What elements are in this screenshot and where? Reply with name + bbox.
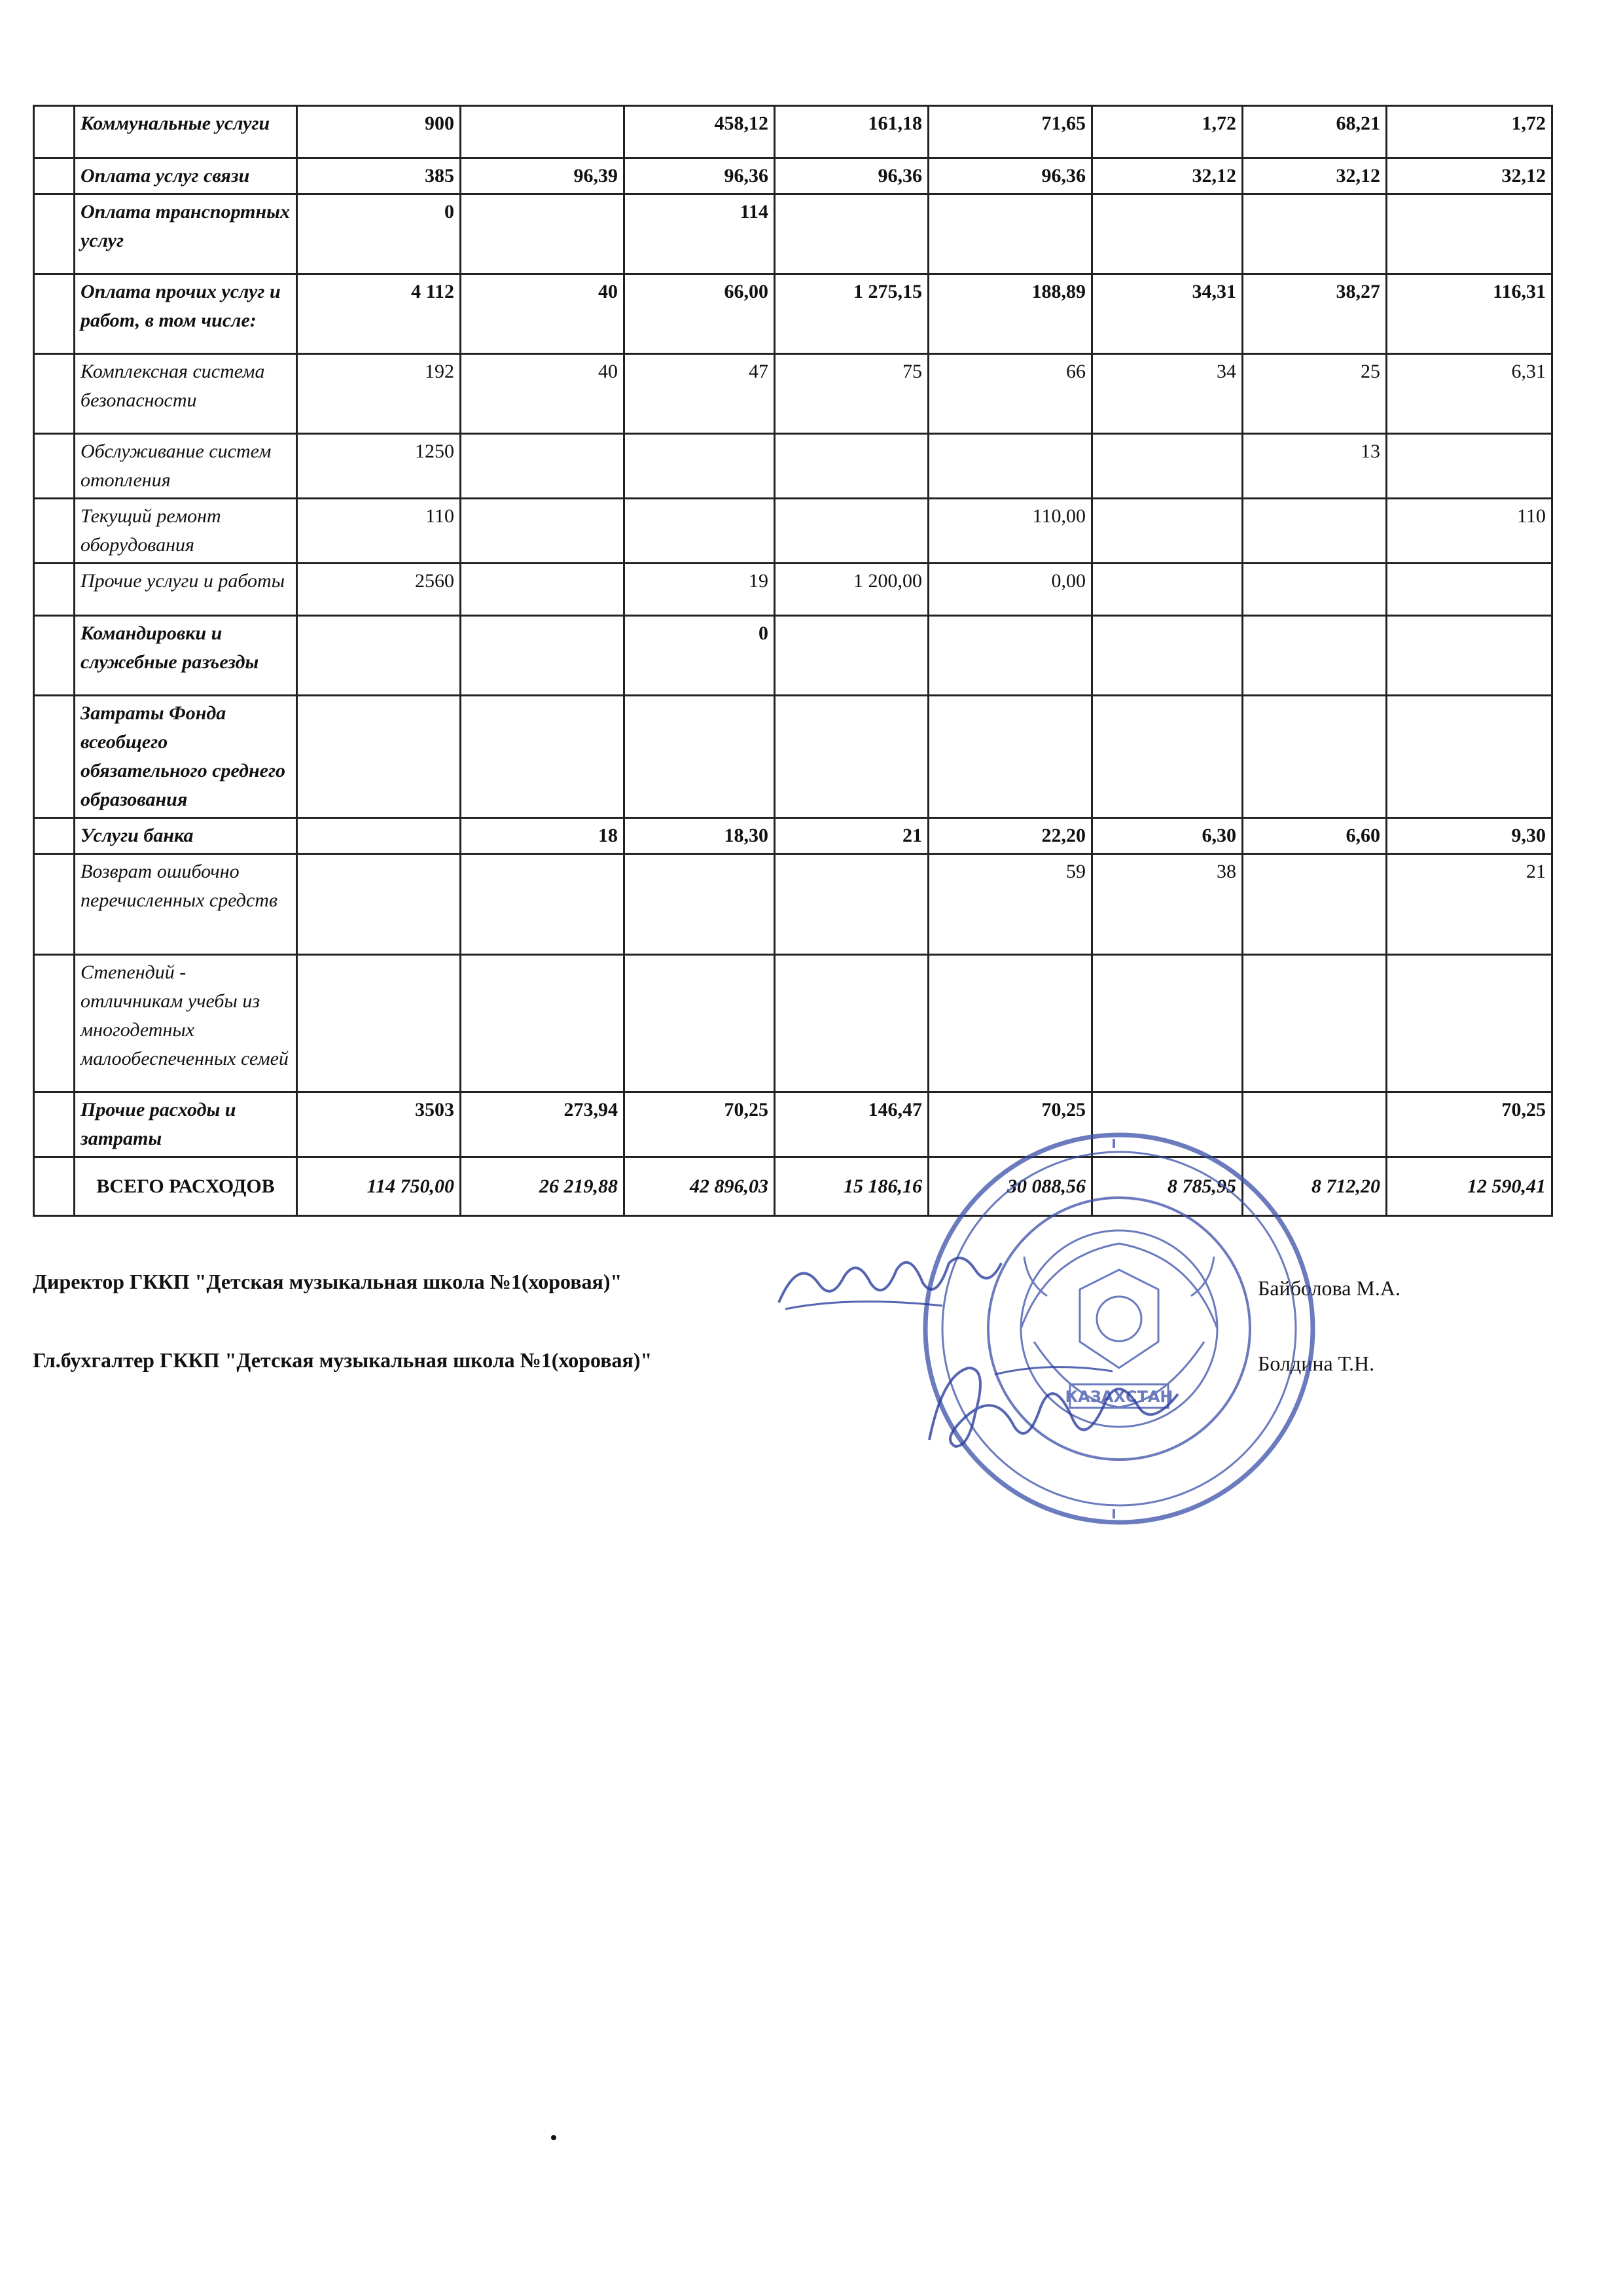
row-label: Возврат ошибочно перечисленных средств bbox=[75, 854, 297, 955]
value-cell: 1,72 bbox=[1092, 106, 1243, 158]
value-cell: 13 bbox=[1243, 434, 1387, 499]
row-label: Обслуживание систем отопления bbox=[75, 434, 297, 499]
table-row bbox=[34, 158, 1552, 194]
value-cell bbox=[929, 434, 1092, 499]
row-label: Степендий - отличникам учебы из многодетных малообеспеченных семей bbox=[75, 955, 297, 1092]
value-cell bbox=[929, 194, 1092, 274]
value-cell: 34,31 bbox=[1092, 274, 1243, 354]
row-index-cell bbox=[34, 158, 75, 194]
value-cell: 273,94 bbox=[461, 1092, 624, 1157]
value-cell bbox=[1243, 616, 1387, 696]
value-cell bbox=[1092, 696, 1243, 818]
director-signature bbox=[772, 1244, 1008, 1322]
value-cell: 70,25 bbox=[624, 1092, 775, 1157]
value-cell: 114 bbox=[624, 194, 775, 274]
value-cell bbox=[1387, 696, 1552, 818]
value-cell bbox=[1387, 955, 1552, 1092]
value-cell: 21 bbox=[775, 818, 929, 854]
value-cell: 0 bbox=[624, 616, 775, 696]
table-row bbox=[34, 564, 1552, 616]
value-cell: 6,60 bbox=[1243, 818, 1387, 854]
value-cell bbox=[1387, 194, 1552, 274]
total-value-cell: 42 896,03 bbox=[624, 1157, 775, 1216]
total-value-cell: 15 186,16 bbox=[775, 1157, 929, 1216]
table-row bbox=[34, 854, 1552, 955]
row-label: Командировки и служебные разъезды bbox=[75, 616, 297, 696]
total-value-cell: 8 712,20 bbox=[1243, 1157, 1387, 1216]
row-index-cell bbox=[34, 274, 75, 354]
value-cell bbox=[297, 616, 461, 696]
total-value-cell: 8 785,95 bbox=[1092, 1157, 1243, 1216]
value-cell: 40 bbox=[461, 354, 624, 434]
row-label: Оплата прочих услуг и работ, в том числе: bbox=[75, 274, 297, 354]
value-cell bbox=[775, 499, 929, 564]
value-cell bbox=[297, 955, 461, 1092]
table-row bbox=[34, 818, 1552, 854]
value-cell bbox=[297, 818, 461, 854]
value-cell bbox=[461, 434, 624, 499]
value-cell: 1250 bbox=[297, 434, 461, 499]
row-label: Затраты Фонда всеобщего обязательного среднего образования bbox=[75, 696, 297, 818]
value-cell bbox=[1092, 564, 1243, 616]
value-cell: 96,36 bbox=[624, 158, 775, 194]
value-cell: 32,12 bbox=[1243, 158, 1387, 194]
value-cell: 71,65 bbox=[929, 106, 1092, 158]
value-cell: 96,39 bbox=[461, 158, 624, 194]
value-cell: 146,47 bbox=[775, 1092, 929, 1157]
value-cell bbox=[1092, 434, 1243, 499]
value-cell bbox=[1243, 696, 1387, 818]
total-value-cell: 30 088,56 bbox=[929, 1157, 1092, 1216]
table-row bbox=[34, 955, 1552, 1092]
value-cell: 34 bbox=[1092, 354, 1243, 434]
value-cell: 0,00 bbox=[929, 564, 1092, 616]
total-value-cell: 26 219,88 bbox=[461, 1157, 624, 1216]
row-index-cell bbox=[34, 955, 75, 1092]
value-cell bbox=[1243, 955, 1387, 1092]
value-cell bbox=[1387, 616, 1552, 696]
row-label: Комплексная система безопасности bbox=[75, 354, 297, 434]
value-cell: 3503 bbox=[297, 1092, 461, 1157]
value-cell: 1,72 bbox=[1387, 106, 1552, 158]
value-cell: 192 bbox=[297, 354, 461, 434]
value-cell bbox=[1092, 955, 1243, 1092]
value-cell: 66,00 bbox=[624, 274, 775, 354]
table-row bbox=[34, 696, 1552, 818]
value-cell: 2560 bbox=[297, 564, 461, 616]
table-row bbox=[34, 194, 1552, 274]
director-name: Байболова М.А. bbox=[1258, 1276, 1400, 1300]
expense-table bbox=[33, 105, 1553, 1217]
row-index-cell bbox=[34, 696, 75, 818]
stray-dot bbox=[551, 2135, 556, 2140]
value-cell bbox=[461, 696, 624, 818]
value-cell: 40 bbox=[461, 274, 624, 354]
value-cell: 32,12 bbox=[1387, 158, 1552, 194]
value-cell: 70,25 bbox=[929, 1092, 1092, 1157]
value-cell bbox=[461, 854, 624, 955]
value-cell: 4 112 bbox=[297, 274, 461, 354]
row-index-cell bbox=[34, 434, 75, 499]
value-cell: 75 bbox=[775, 354, 929, 434]
table-row bbox=[34, 274, 1552, 354]
value-cell: 458,12 bbox=[624, 106, 775, 158]
value-cell: 19 bbox=[624, 564, 775, 616]
value-cell bbox=[775, 194, 929, 274]
value-cell: 25 bbox=[1243, 354, 1387, 434]
row-label: Оплата услуг связи bbox=[75, 158, 297, 194]
value-cell: 22,20 bbox=[929, 818, 1092, 854]
value-cell bbox=[929, 955, 1092, 1092]
value-cell: 21 bbox=[1387, 854, 1552, 955]
value-cell: 1 275,15 bbox=[775, 274, 929, 354]
value-cell bbox=[624, 955, 775, 1092]
row-index-cell bbox=[34, 818, 75, 854]
value-cell: 116,31 bbox=[1387, 274, 1552, 354]
value-cell: 38 bbox=[1092, 854, 1243, 955]
table-row bbox=[34, 1092, 1552, 1157]
table-row bbox=[34, 434, 1552, 499]
value-cell bbox=[461, 616, 624, 696]
accountant-name: Болдина Т.Н. bbox=[1258, 1352, 1375, 1375]
total-label: ВСЕГО РАСХОДОВ bbox=[75, 1157, 297, 1216]
director-title: Директор ГККП "Детская музыкальная школа №1(хоровая)" bbox=[33, 1270, 622, 1293]
value-cell: 188,89 bbox=[929, 274, 1092, 354]
value-cell bbox=[775, 616, 929, 696]
value-cell: 1 200,00 bbox=[775, 564, 929, 616]
total-value-cell: 114 750,00 bbox=[297, 1157, 461, 1216]
value-cell: 110 bbox=[1387, 499, 1552, 564]
value-cell: 70,25 bbox=[1387, 1092, 1552, 1157]
value-cell bbox=[624, 434, 775, 499]
value-cell bbox=[1243, 854, 1387, 955]
value-cell bbox=[775, 434, 929, 499]
expense-table-body bbox=[34, 106, 1552, 1216]
value-cell: 66 bbox=[929, 354, 1092, 434]
row-index-cell bbox=[34, 1157, 75, 1216]
value-cell: 9,30 bbox=[1387, 818, 1552, 854]
value-cell: 47 bbox=[624, 354, 775, 434]
value-cell: 161,18 bbox=[775, 106, 929, 158]
value-cell bbox=[1387, 564, 1552, 616]
value-cell bbox=[461, 194, 624, 274]
row-index-cell bbox=[34, 1092, 75, 1157]
value-cell bbox=[624, 696, 775, 818]
row-index-cell bbox=[34, 194, 75, 274]
value-cell: 96,36 bbox=[775, 158, 929, 194]
row-label: Коммунальные услуги bbox=[75, 106, 297, 158]
row-index-cell bbox=[34, 564, 75, 616]
row-label: Оплата транспортных услуг bbox=[75, 194, 297, 274]
value-cell bbox=[1387, 434, 1552, 499]
value-cell bbox=[1092, 499, 1243, 564]
value-cell bbox=[297, 696, 461, 818]
value-cell: 6,30 bbox=[1092, 818, 1243, 854]
value-cell: 110 bbox=[297, 499, 461, 564]
value-cell bbox=[1243, 499, 1387, 564]
value-cell bbox=[461, 499, 624, 564]
row-index-cell bbox=[34, 854, 75, 955]
value-cell: 110,00 bbox=[929, 499, 1092, 564]
value-cell bbox=[624, 499, 775, 564]
value-cell bbox=[775, 955, 929, 1092]
value-cell bbox=[775, 854, 929, 955]
row-label: Текущий ремонт оборудования bbox=[75, 499, 297, 564]
value-cell bbox=[624, 854, 775, 955]
total-value-cell: 12 590,41 bbox=[1387, 1157, 1552, 1216]
value-cell bbox=[929, 616, 1092, 696]
value-cell bbox=[775, 696, 929, 818]
value-cell bbox=[461, 564, 624, 616]
value-cell: 59 bbox=[929, 854, 1092, 955]
value-cell bbox=[1092, 194, 1243, 274]
value-cell bbox=[461, 955, 624, 1092]
value-cell: 96,36 bbox=[929, 158, 1092, 194]
table-row bbox=[34, 499, 1552, 564]
value-cell bbox=[297, 854, 461, 955]
official-stamp bbox=[916, 1126, 1322, 1532]
value-cell: 68,21 bbox=[1243, 106, 1387, 158]
table-row bbox=[34, 106, 1552, 158]
row-label: Прочие услуги и работы bbox=[75, 564, 297, 616]
total-row bbox=[34, 1157, 1552, 1216]
row-label: Прочие расходы и затраты bbox=[75, 1092, 297, 1157]
row-index-cell bbox=[34, 106, 75, 158]
value-cell: 385 bbox=[297, 158, 461, 194]
value-cell: 18 bbox=[461, 818, 624, 854]
value-cell: 900 bbox=[297, 106, 461, 158]
value-cell: 18,30 bbox=[624, 818, 775, 854]
row-index-cell bbox=[34, 616, 75, 696]
stamp-text: КАЗАХСТАН bbox=[1065, 1388, 1173, 1406]
value-cell bbox=[1092, 616, 1243, 696]
value-cell: 32,12 bbox=[1092, 158, 1243, 194]
value-cell: 0 bbox=[297, 194, 461, 274]
accountant-signature bbox=[916, 1348, 1191, 1460]
row-index-cell bbox=[34, 499, 75, 564]
value-cell bbox=[1243, 194, 1387, 274]
value-cell bbox=[929, 696, 1092, 818]
row-index-cell bbox=[34, 354, 75, 434]
value-cell bbox=[1243, 564, 1387, 616]
row-label: Услуги банка bbox=[75, 818, 297, 854]
table-row bbox=[34, 616, 1552, 696]
value-cell: 38,27 bbox=[1243, 274, 1387, 354]
value-cell bbox=[461, 106, 624, 158]
accountant-title: Гл.бухгалтер ГККП "Детская музыкальная школа №1(хоровая)" bbox=[33, 1348, 652, 1372]
value-cell: 6,31 bbox=[1387, 354, 1552, 434]
table-row bbox=[34, 354, 1552, 434]
